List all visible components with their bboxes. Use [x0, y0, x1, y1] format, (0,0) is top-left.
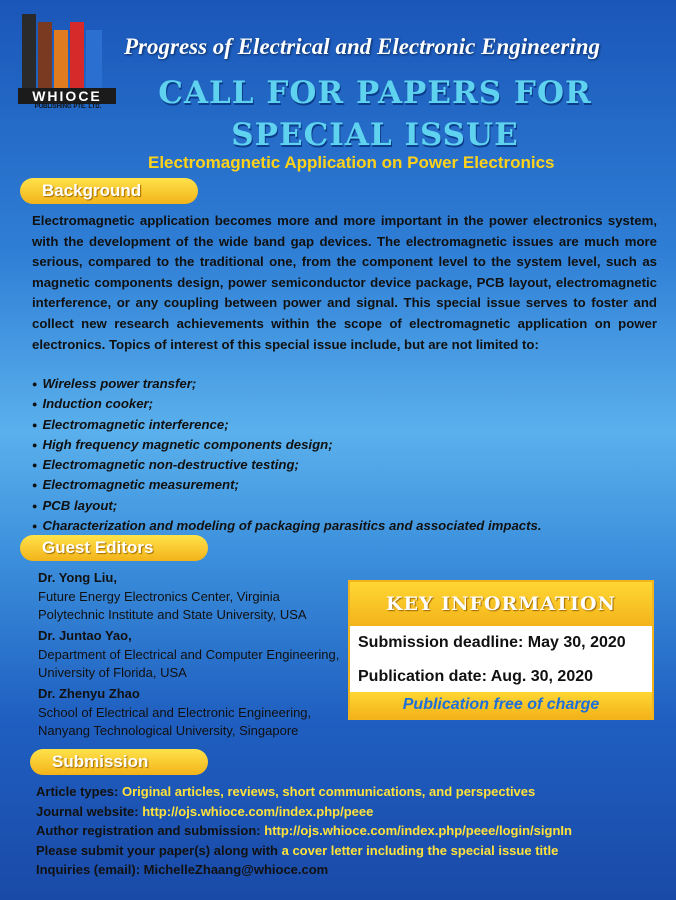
logo-brand: WHIOCE	[18, 88, 116, 104]
article-types-value: Original articles, reviews, short communications, and perspectives	[121, 784, 536, 799]
background-text: Electromagnetic application becomes more and more important in the power electronics system, with the development of the wide band gap devices. The electromagnetic issues are much more serious, compared to the traditional one, from the component level to the system level, such as magnetic components design, power semiconductor device package, PCB layout, electromagnetic interference, or any coupling between power and signal. This special issue serves to foster and collect new research achievements within the scope of electromagnetic application on power electronics. Topics of interest of this special issue include, but are not limited to:	[32, 213, 657, 352]
submission-heading: Submission	[30, 749, 208, 775]
guest-editors-heading: Guest Editors	[20, 535, 208, 561]
inquiries-email[interactable]: MichelleZhaang@whioce.com	[143, 862, 329, 877]
article-types-label: Article types:	[36, 784, 122, 799]
logo-book-icon	[70, 22, 84, 88]
cfp-line-1: CALL FOR PAPERS FOR	[158, 75, 592, 111]
journal-website-link[interactable]: http://ojs.whioce.com/index.php/peee	[142, 803, 374, 819]
guest-editors-list	[38, 568, 348, 742]
submission-deadline: Submission deadline: May 30, 2020	[358, 634, 626, 651]
website-line	[36, 802, 666, 822]
inquiries-label: Inquiries (email):	[36, 862, 144, 877]
logo-book-icon	[54, 30, 68, 88]
logo-book-icon	[86, 30, 102, 88]
editor-affiliation: Department of Electrical and Computer Engineering, University of Florida, USA	[38, 647, 340, 680]
inquiries-line	[36, 860, 666, 880]
submit-value: a cover letter including the special issue title	[281, 842, 559, 858]
topic-item: ● Electromagnetic measurement;	[32, 475, 542, 495]
topic-item: ● Wireless power transfer;	[32, 374, 542, 394]
topic-item: ● Induction cooker;	[32, 394, 542, 414]
topic-item: ● High frequency magnetic components design;	[32, 435, 542, 455]
topic-item: ● Electromagnetic interference;	[32, 415, 542, 435]
article-types-line	[36, 782, 666, 802]
editor-name: Dr. Zhenyu Zhao	[38, 686, 140, 701]
submission-details	[36, 782, 666, 880]
logo-book-icon	[38, 22, 52, 88]
special-issue-subtitle: Electromagnetic Application on Power Electronics	[148, 153, 555, 172]
editor-name: Dr. Yong Liu,	[38, 570, 117, 585]
cfp-line-2: SPECIAL ISSUE	[231, 117, 519, 153]
publication-date: Publication date: Aug. 30, 2020	[358, 668, 594, 685]
free-of-charge-banner: Publication free of charge	[350, 692, 652, 718]
submit-label: Please submit your paper(s) along with	[36, 842, 282, 858]
editor-affiliation: Future Energy Electronics Center, Virginia Polytechnic Institute and State University, USA	[38, 589, 307, 622]
registration-line	[36, 821, 666, 841]
submit-line	[36, 841, 666, 861]
key-information-heading: KEY INFORMATION	[350, 582, 652, 626]
background-heading: Background	[20, 178, 198, 204]
publisher-logo	[16, 12, 118, 112]
website-label: Journal website:	[36, 803, 143, 819]
topic-item: ● Electromagnetic non-destructive testing;	[32, 455, 542, 475]
editor-name: Dr. Juntao Yao,	[38, 628, 132, 643]
key-information-box	[348, 580, 654, 720]
registration-label: Author registration and submission:	[36, 823, 265, 838]
editor-affiliation: School of Electrical and Electronic Engineering, Nanyang Technological University, Singapore	[38, 705, 312, 738]
logo-tagline: PUBLISHING PTE. LTD.	[34, 104, 102, 110]
logo-book-icon	[22, 14, 36, 88]
journal-title: Progress of Electrical and Electronic Engineering	[124, 34, 600, 59]
topic-item: ● Characterization and modeling of packaging parasitics and associated impacts.	[32, 516, 542, 536]
topics-list	[32, 374, 542, 536]
topic-item: ● PCB layout;	[32, 496, 542, 516]
registration-link[interactable]: http://ojs.whioce.com/index.php/peee/login/signIn	[264, 823, 572, 838]
call-for-papers-title	[150, 72, 600, 156]
